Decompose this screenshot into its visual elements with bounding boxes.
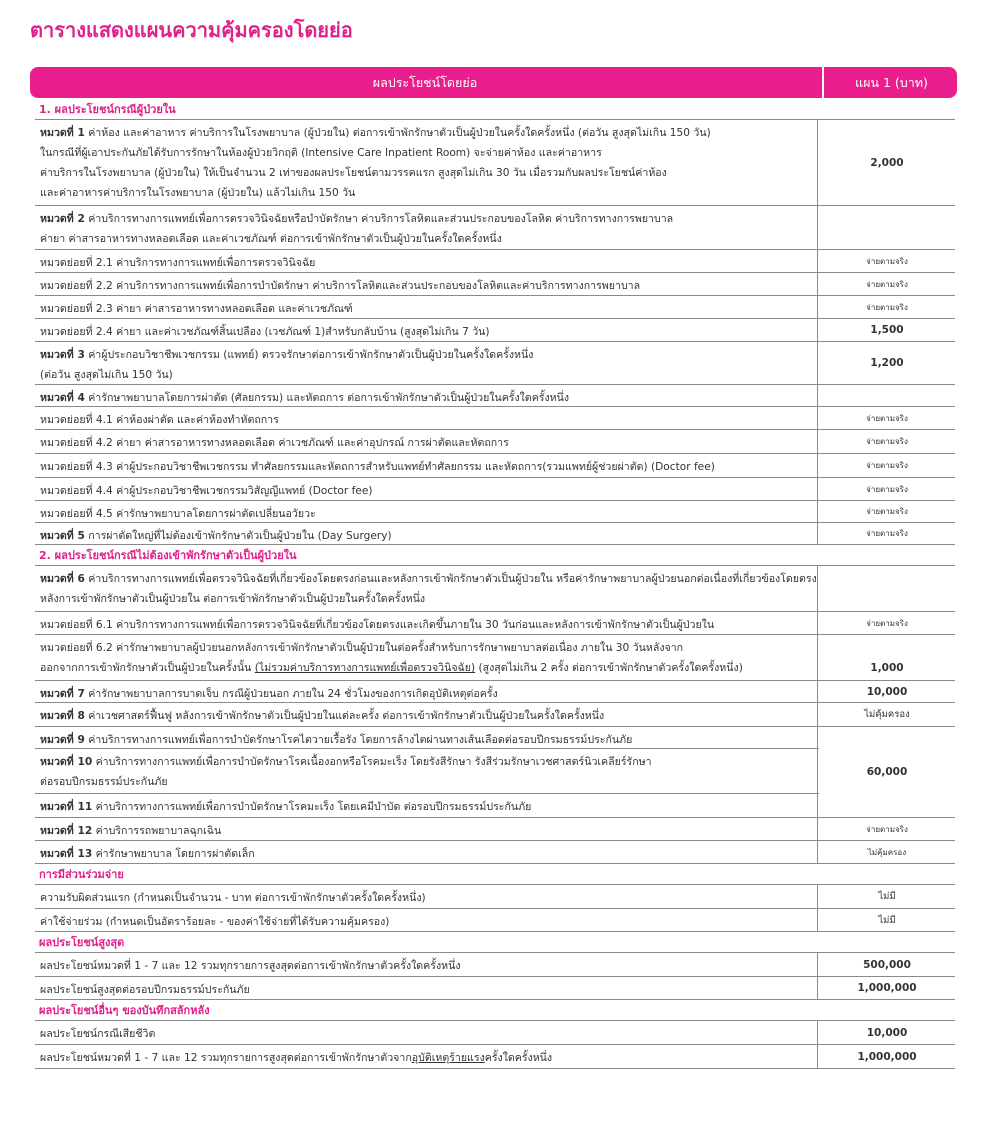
category-label: หมวดที่ 4 [40,392,85,404]
table-row [35,407,955,430]
table-row [35,478,955,501]
table-row [35,953,955,977]
row-text: ในกรณีที่ผู้เอาประกันภัยได้รับการรักษาในห้องผู้ป่วยวิกฤติ (Intensive Care Inpatient Room) จะจ่ายค่าห้อง และค่าอาหาร [40,147,602,159]
row-value: 1,200 [870,357,904,369]
table-row [35,727,955,749]
row-text: หมวดย่อยที่ 2.3 ค่ายา ค่าสารอาหารทางหลอดเลือด และค่าเวชภัณฑ์ [35,296,818,319]
section-outpatient: 2. ผลประโยชน์กรณีไม่ต้องเข้าพักรักษาตัวเป็นผู้ป่วยใน [35,545,955,566]
row-value: ไม่มี [878,914,896,926]
category-label: หมวดที่ 5 [40,530,85,542]
row-value: 1,000,000 [857,1050,917,1063]
header-benefit: ผลประโยชน์โดยย่อ [372,75,478,90]
row-text: ค่าบริการทางการแพทย์เพื่อการบำบัดรักษาโรคเนื้องอกหรือโรคมะเร็ง โดยรังสีรักษา รังสีร่วมรักษาเวชศาสตร์นิวเคลียร์รักษา [95,756,652,768]
row-value: 1,000,000 [857,982,917,994]
table-row [35,612,955,635]
table-row [35,841,955,864]
row-value [819,206,955,249]
row-text: ผลประโยชน์สูงสุดต่อรอบปีกรมธรรม์ประกันภัย [35,977,818,1000]
merged-group-9-11 [35,727,955,818]
row-text-underlined: อุบัติเหตุร้ายแรง [411,1052,485,1064]
row-text: (ต่อวัน สูงสุดไม่เกิน 150 วัน) [40,369,173,381]
row-text: หมวดย่อยที่ 6.1 ค่าบริการทางการแพทย์เพื่อการตรวจวินิจฉัยที่เกี่ยวข้องโดยตรงและเกิดขึ้นภายใน 30 วันก่อนและหลังการเข้าพักรักษาตัวเป็นผู้ป่วยใน [35,612,818,635]
table-row [35,635,955,681]
table-row [35,977,955,1000]
table-row [35,794,955,818]
row-text: ผลประโยชน์กรณีเสียชีวิต [35,1021,818,1045]
row-value: 2,000 [870,156,904,169]
category-label: หมวดที่ 1 [40,127,85,139]
category-label: หมวดที่ 7 [40,688,85,700]
section-copayment: การมีส่วนร่วมจ่าย [35,864,955,885]
row-value: 500,000 [863,958,911,971]
section-inpatient: 1. ผลประโยชน์กรณีผู้ป่วยใน [35,99,955,120]
row-text: ความรับผิดส่วนแรก (กำหนดเป็นจำนวน - บาท ต่อการเข้าพักรักษาตัวครั้งใดครั้งหนึ่ง) [35,885,818,909]
category-label: หมวดที่ 6 [40,573,85,585]
row-value: ไม่คุ้มครอง [867,847,907,857]
table-row [35,273,955,296]
row-text: (สูงสุดไม่เกิน 2 ครั้ง ต่อการเข้าพักรักษาตัวครั้งใดครั้งหนึ่ง) [475,662,743,674]
table-row [35,250,955,273]
table-row [35,909,955,932]
row-value: 10,000 [866,1026,908,1039]
row-value: ไม่มี [878,891,896,902]
row-text: หมวดย่อยที่ 4.2 ค่ายา ค่าสารอาหารทางหลอดเลือด ค่าเวชภัณฑ์ และค่าอุปกรณ์ การผ่าตัดและหัตถการ [35,430,818,454]
table-row [35,120,955,206]
row-text: ค่ารักษาพยาบาลโดยการผ่าตัด (ศัลยกรรม) และหัตถการ ต่อการเข้าพักรักษาตัวเป็นผู้ป่วยในครั้งใดครั้งหนึ่ง [88,392,570,404]
row-value: จ่ายตามจริง [866,507,908,516]
row-value: จ่ายตามจริง [866,302,908,312]
row-text: หมวดย่อยที่ 2.2 ค่าบริการทางการแพทย์เพื่อการบำบัดรักษา ค่าบริการโลหิตและส่วนประกอบของโลหิตและค่าบริการทางการพยาบาล [35,273,818,296]
row-text: และค่าอาหารค่าบริการในโรงพยาบาล (ผู้ป่วยใน) แล้วไม่เกิน 150 วัน [40,187,356,199]
merged-value: 60,000 [819,727,955,817]
table-row [35,566,955,612]
row-text: ค่าบริการทางการแพทย์เพื่อการบำบัดรักษาโรคไตวายเรื้อรัง โดยการล้างไตผ่านทางเส้นเลือดต่อรอบปีกรมธรรม์ประกันภัย [88,734,633,746]
row-value: จ่ายตามจริง [866,413,908,423]
table-row [35,885,955,909]
table-row [35,501,955,523]
row-value: 10,000 [866,685,908,698]
row-value: จ่ายตามจริง [866,437,908,446]
row-text: หมวดย่อยที่ 4.5 ค่ารักษาพยาบาลโดยการผ่าตัดเปลี่ยนอวัยวะ [35,501,818,523]
section-maximum: ผลประโยชน์สูงสุด [35,932,955,953]
table-row [35,342,955,385]
row-value: 1,000 [870,661,904,674]
header-plan: แผน 1 (บาท) [822,67,959,98]
row-text: หมวดย่อยที่ 6.2 ค่ารักษาพยาบาลผู้ป่วยนอกหลังการเข้าพักรักษาตัวเป็นผู้ป่วยในต่อครั้งสำหรับการรักษาพยาบาลต่อเนื่อง ภายใน 30 วันหลังจาก [40,642,684,654]
row-value: จ่ายตามจริง [866,461,908,470]
category-label: หมวดที่ 13 [40,848,93,860]
row-value: จ่ายตามจริง [866,484,908,494]
category-label: หมวดที่ 9 [40,734,85,746]
category-label: หมวดที่ 11 [40,801,93,813]
row-text: ค่าบริการรถพยาบาลฉุกเฉิน [95,825,222,837]
table-row [35,206,955,250]
row-value: ไม่คุ้มครอง [864,709,910,720]
table-row [35,454,955,478]
row-value: 1,500 [870,324,904,336]
section-other: ผลประโยชน์อื่นๆ ของบันทึกสลักหลัง [35,1000,955,1021]
row-text: หมวดย่อยที่ 4.4 ค่าผู้ประกอบวิชาชีพเวชกรรมวิสัญญีแพทย์ (Doctor fee) [35,478,818,501]
category-label: หมวดที่ 3 [40,349,85,361]
row-value: จ่ายตามจริง [866,279,908,289]
table-row [35,385,955,407]
row-text: ผลประโยชน์หมวดที่ 1 - 7 และ 12 รวมทุกรายการสูงสุดต่อการเข้าพักรักษาตัวครั้งใดครั้งหนึ่ง [35,953,818,977]
table-row [35,1021,955,1045]
row-text: การผ่าตัดใหญ่ที่ไม่ต้องเข้าพักรักษาตัวเป็นผู้ป่วยใน (Day Surgery) [88,530,392,542]
table-header [30,67,957,98]
row-text: หมวดย่อยที่ 4.3 ค่าผู้ประกอบวิชาชีพเวชกรรม ทำศัลยกรรมและหัตถการสำหรับแพทย์ทำศัลยกรรม และหัตถการ(รวมแพทย์ผู้ช่วยผ่าตัด) (Doctor fee) [35,454,818,478]
row-text: ต่อรอบปีกรมธรรม์ประกันภัย [40,776,168,788]
table-row [35,1045,955,1069]
category-label: หมวดที่ 2 [40,213,85,225]
category-label: หมวดที่ 10 [40,756,93,768]
row-value [819,566,955,611]
table-row [35,681,955,703]
table-row [35,749,955,794]
row-value: จ่ายตามจริง [866,529,908,538]
row-text: ค่าเวชศาสตร์ฟื้นฟู หลังการเข้าพักรักษาตัวเป็นผู้ป่วยในแต่ละครั้ง ต่อการเข้าพักรักษาตัวเป็นผู้ป่วยในครั้งใดครั้งหนึ่ง [88,710,605,722]
row-text-underlined: (ไม่รวมค่าบริการทางการแพทย์เพื่อตรวจวินิจฉัย) [254,662,476,674]
row-text: ค่าบริการในโรงพยาบาล (ผู้ป่วยใน) ให้เป็นจำนวน 2 เท่าของผลประโยชน์ตามวรรคแรก สูงสุดไม่เกิน 30 วัน เมื่อรวมกับผลประโยชน์ค่าห้อง [40,167,667,179]
row-value: จ่ายตามจริง [866,256,908,266]
row-value [819,385,955,406]
row-text: ค่าผู้ประกอบวิชาชีพเวชกรรม (แพทย์) ตรวจรักษาต่อการเข้าพักรักษาตัวเป็นผู้ป่วยในครั้งใดครั้งหนึ่ง [88,349,534,361]
page-title: ตารางแสดงแผนความคุ้มครองโดยย่อ [30,18,353,42]
category-label: หมวดที่ 12 [40,825,93,837]
benefit-table [35,99,955,1069]
table-row [35,523,955,545]
row-text: ครั้งใดครั้งหนึ่ง [484,1052,553,1064]
row-text: ค่ารักษาพยาบาลการบาดเจ็บ กรณีผู้ป่วยนอก ภายใน 24 ชั่วโมงของการเกิดอุบัติเหตุต่อครั้ง [88,688,498,700]
category-label: หมวดที่ 8 [40,710,85,722]
table-row [35,703,955,727]
row-text: ค่าใช้จ่ายร่วม (กำหนดเป็นอัตราร้อยละ - ของค่าใช้จ่ายที่ได้รับความคุ้มครอง) [35,909,818,932]
row-text: ออกจากการเข้าพักรักษาตัวเป็นผู้ป่วยในครั้งนั้น [40,662,255,674]
row-text: ผลประโยชน์หมวดที่ 1 - 7 และ 12 รวมทุกรายการสูงสุดต่อการเข้าพักรักษาตัวจาก [40,1052,412,1064]
table-row [35,818,955,841]
row-value: จ่ายตามจริง [866,824,908,834]
table-row [35,319,955,342]
row-text: ค่ารักษาพยาบาล โดยการผ่าตัดเล็ก [95,848,255,860]
row-text: ค่ายา ค่าสารอาหารทางหลอดเลือด และค่าเวชภัณฑ์ ต่อการเข้าพักรักษาตัวเป็นผู้ป่วยในครั้งใดครั้งหนึ่ง [40,233,502,245]
row-text: ค่าห้อง และค่าอาหาร ค่าบริการในโรงพยาบาล (ผู้ป่วยใน) ต่อการเข้าพักรักษาตัวเป็นผู้ป่วยในครั้งใดครั้งหนึ่ง (ต่อวัน สูงสุดไม่เกิน 150 วัน) [88,127,711,139]
row-text: หมวดย่อยที่ 2.1 ค่าบริการทางการแพทย์เพื่อการตรวจวินิจฉัย [35,250,818,273]
table-row [35,296,955,319]
row-value: จ่ายตามจริง [866,618,908,628]
row-text: หมวดย่อยที่ 4.1 ค่าห้องผ่าตัด และค่าห้องทำหัตถการ [35,407,818,430]
row-text: ค่าบริการทางการแพทย์เพื่อการตรวจวินิจฉัยหรือบำบัดรักษา ค่าบริการโลหิตและส่วนประกอบของโลหิต ค่าบริการทางการพยาบาล [88,213,674,225]
row-text: ค่าบริการทางการแพทย์เพื่อตรวจวินิจฉัยที่เกี่ยวข้องโดยตรงก่อนและหลังการเข้าพักรักษาตัวเป็นผู้ป่วยใน หรือค่ารักษาพยาบาลผู้ป่วยนอกต่อเนื่องที่เกี่ยวข้องโดยตรง [88,573,817,585]
row-text: ค่าบริการทางการแพทย์เพื่อการบำบัดรักษาโรคมะเร็ง โดยเคมีบำบัด ต่อรอบปีกรมธรรม์ประกันภัย [95,801,532,813]
row-text: หลังการเข้าพักรักษาตัวเป็นผู้ป่วยใน ต่อการเข้าพักรักษาตัวเป็นผู้ป่วยในครั้งใดครั้งหนึ่ง [40,593,426,605]
row-text: หมวดย่อยที่ 2.4 ค่ายา และค่าเวชภัณฑ์สิ้นเปลือง (เวชภัณฑ์ 1)สำหรับกลับบ้าน (สูงสุดไม่เกิน 7 วัน) [35,319,818,342]
table-row [35,430,955,454]
